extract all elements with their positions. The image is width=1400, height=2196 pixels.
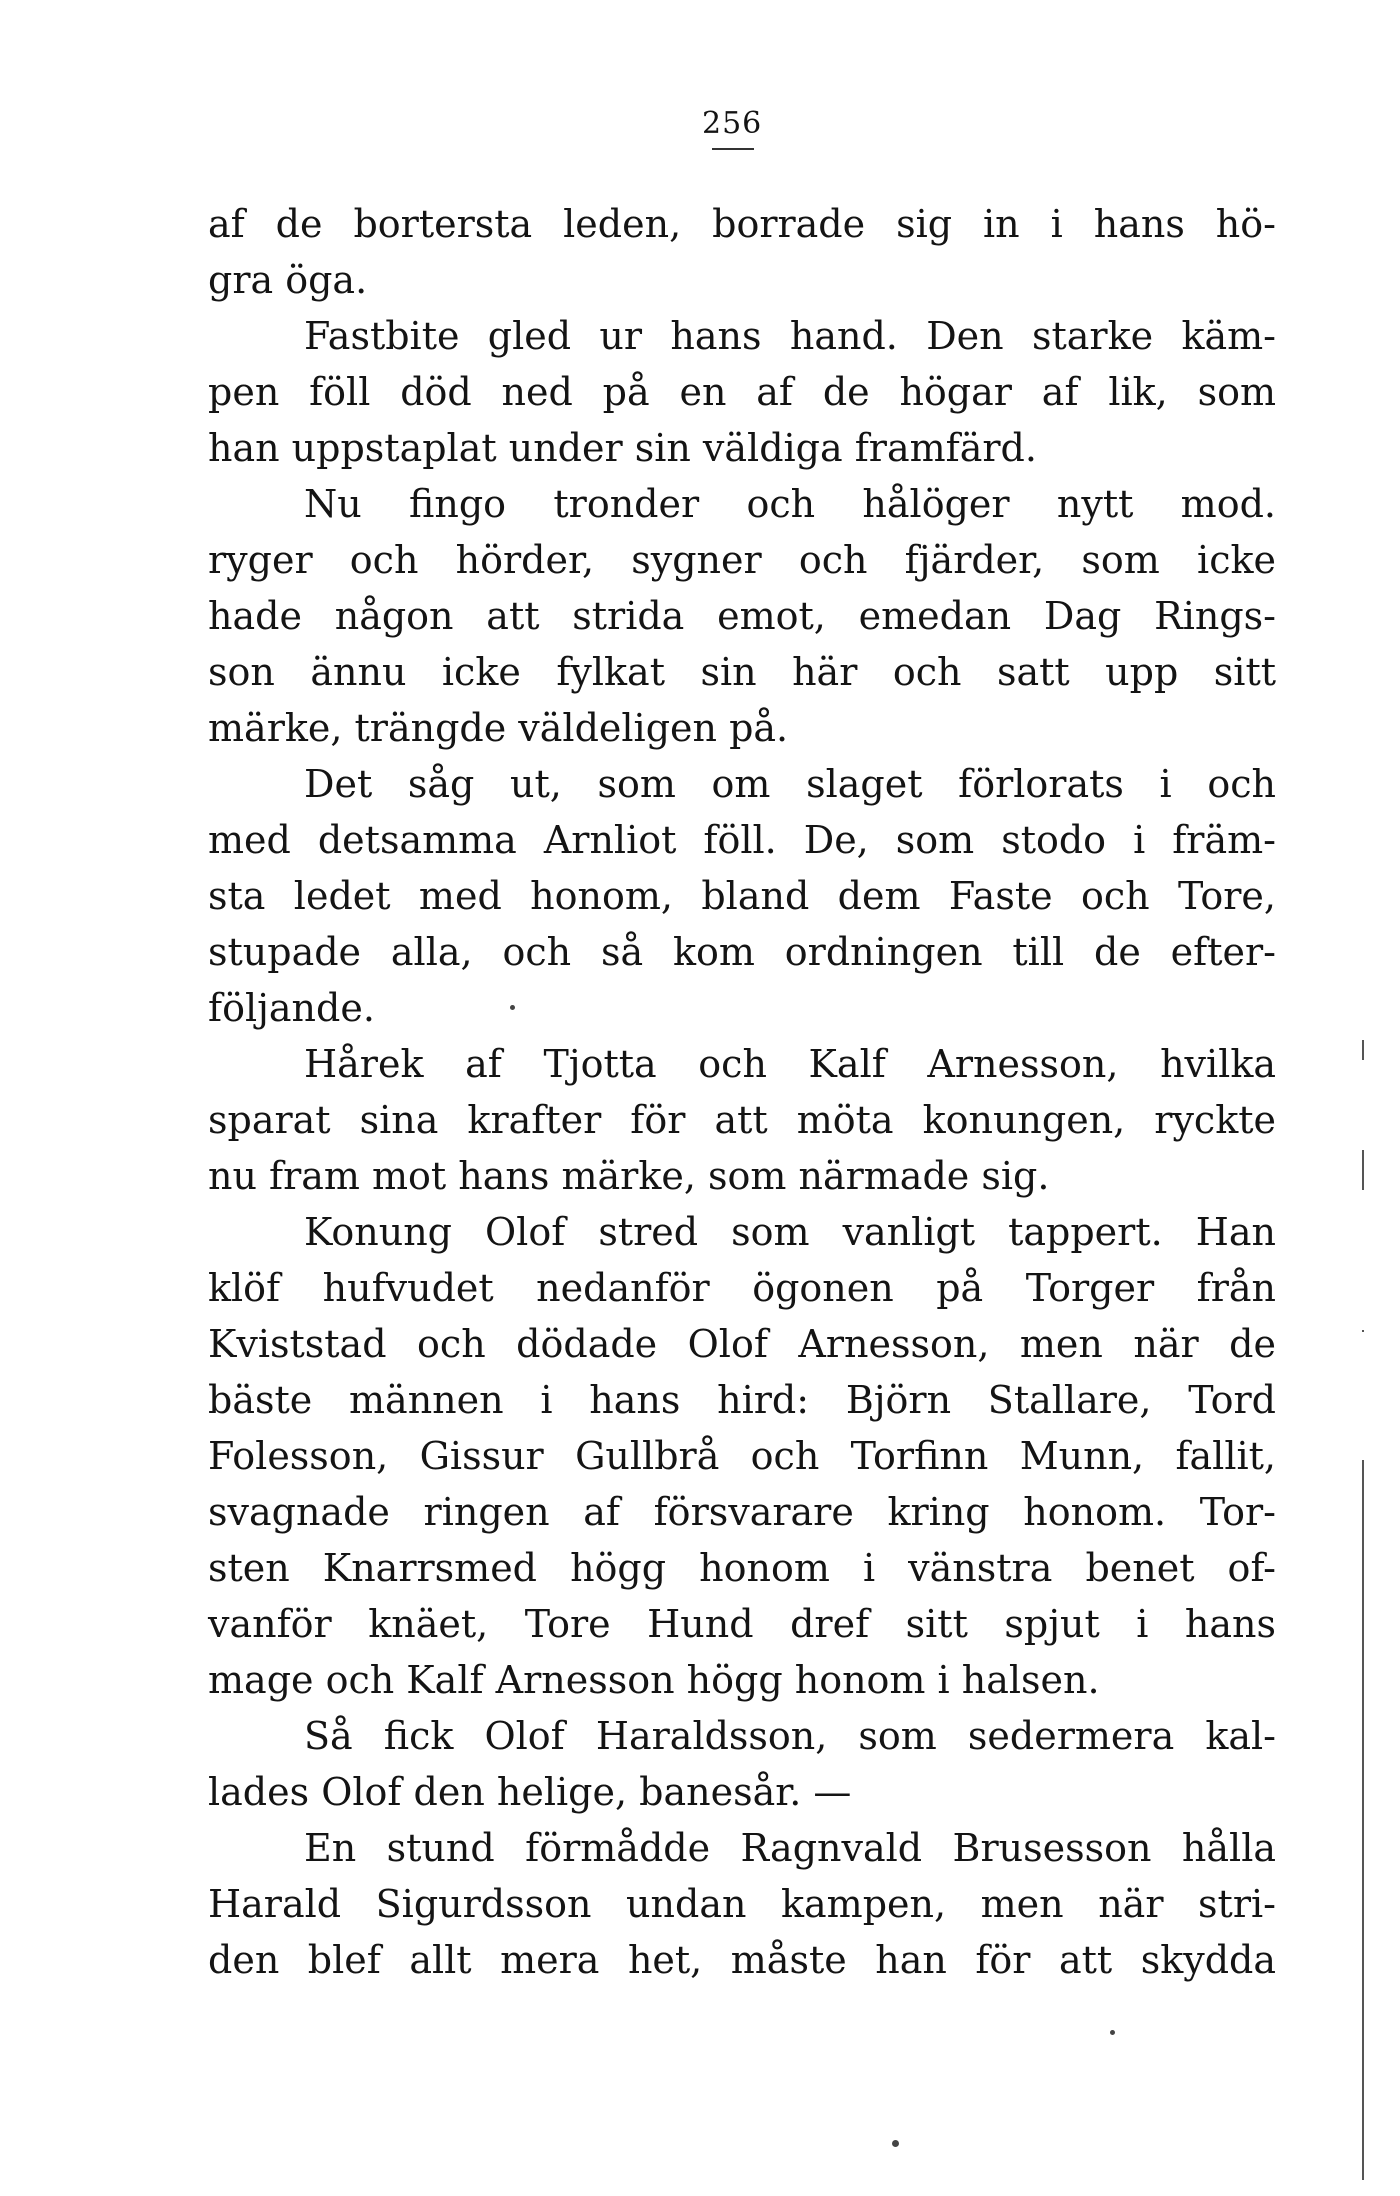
text-line: Fastbite gled ur hans hand. Den starke käm- — [304, 314, 1276, 358]
text-line: Folesson, Gissur Gullbrå och Torfinn Munn, fallit, — [208, 1434, 1276, 1478]
print-speck — [1110, 2030, 1115, 2035]
text-line: Konung Olof stred som vanligt tappert. Han — [304, 1210, 1276, 1254]
text-line: med detsamma Arnliot föll. De, som stodo i främ- — [208, 818, 1276, 862]
text-line: ryger och hörder, sygner och fjärder, som icke — [208, 538, 1276, 582]
print-speck — [892, 2140, 899, 2147]
text-line: svagnade ringen af försvarare kring honom. Tor- — [208, 1490, 1276, 1534]
text-line: sta ledet med honom, bland dem Faste och Tore, — [208, 874, 1276, 918]
text-line: nu fram mot hans märke, som närmade sig. — [208, 1154, 1050, 1198]
text-line: Harald Sigurdsson undan kampen, men när stri- — [208, 1882, 1276, 1926]
text-line: mage och Kalf Arnesson högg honom i halsen. — [208, 1658, 1100, 1702]
text-line: sparat sina krafter för att möta konungen, ryckte — [208, 1098, 1276, 1142]
text-line: följande. — [208, 986, 375, 1030]
text-line: den blef allt mera het, måste han för att skydda — [208, 1938, 1276, 1982]
text-line: klöf hufvudet nedanför ögonen på Torger från — [208, 1266, 1276, 1310]
text-line: Kviststad och dödade Olof Arnesson, men när de — [208, 1322, 1276, 1366]
print-speck — [510, 1005, 515, 1010]
text-line: Det såg ut, som om slaget förlorats i och — [304, 762, 1276, 806]
margin-mark — [1362, 1150, 1364, 1190]
text-line: af de bortersta leden, borrade sig in i hans hö- — [208, 202, 1276, 246]
text-line: han uppstaplat under sin väldiga framfärd. — [208, 426, 1037, 470]
text-line: stupade alla, och så kom ordningen till de efter- — [208, 930, 1276, 974]
text-line: En stund förmådde Ragnvald Brusesson hålla — [304, 1826, 1276, 1870]
binding-edge-line — [1362, 1460, 1364, 2180]
margin-mark — [1362, 1330, 1364, 1332]
text-line: hade någon att strida emot, emedan Dag Rings- — [208, 594, 1276, 638]
text-line: Nu fingo tronder och hålöger nytt mod. — [304, 482, 1276, 526]
text-line: Hårek af Tjotta och Kalf Arnesson, hvilka — [304, 1042, 1276, 1086]
text-line: gra öga. — [208, 258, 368, 302]
body-text — [208, 196, 1276, 1988]
page-number-rule — [712, 148, 754, 150]
text-line: son ännu icke fylkat sin här och satt upp sitt — [208, 650, 1276, 694]
text-line: Så fick Olof Haraldsson, som sedermera kal- — [304, 1714, 1276, 1758]
text-line: sten Knarrsmed högg honom i vänstra benet of- — [208, 1546, 1276, 1590]
text-line: lades Olof den helige, banesår. — — [208, 1770, 852, 1814]
text-line: pen föll död ned på en af de högar af lik, som — [208, 370, 1276, 414]
page-number: 256 — [702, 106, 763, 141]
text-line: vanför knäet, Tore Hund dref sitt spjut i hans — [208, 1602, 1276, 1646]
margin-mark — [1362, 1040, 1364, 1060]
text-line: bäste männen i hans hird: Björn Stallare, Tord — [208, 1378, 1276, 1422]
text-line: märke, trängde väldeligen på. — [208, 706, 789, 750]
